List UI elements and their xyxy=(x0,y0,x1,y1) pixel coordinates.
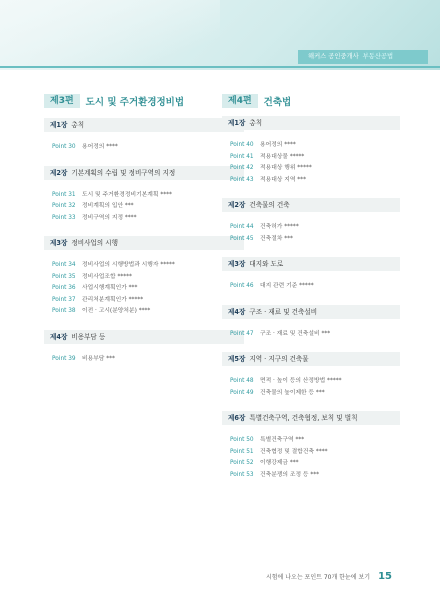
list-item xyxy=(230,447,400,459)
list-item xyxy=(52,272,244,284)
list-item xyxy=(52,190,244,202)
chapter-title: 구조 · 재료 및 건축설비 xyxy=(249,307,318,316)
chapter-number: 제3장 xyxy=(50,239,68,247)
point-text: 용어정의 **** xyxy=(260,142,296,148)
chapter-heading xyxy=(222,116,400,130)
point-label: Point 38 xyxy=(52,308,76,314)
list-item xyxy=(52,213,244,225)
point-text: 정비구역의 지정 **** xyxy=(82,214,137,221)
point-text: 정비사업조합 ***** xyxy=(82,273,132,280)
point-text: 적용대상물 ***** xyxy=(260,153,305,160)
point-label: Point 39 xyxy=(52,355,76,362)
chapter-number: 제4장 xyxy=(228,307,246,316)
chapter-title: 건축물의 건축 xyxy=(249,201,290,209)
point-label: Point 50 xyxy=(230,437,254,443)
chapter-number: 제4장 xyxy=(50,332,68,341)
header-tag xyxy=(298,50,428,64)
point-label: Point 48 xyxy=(230,378,254,384)
list-item xyxy=(230,458,400,470)
list-item xyxy=(230,470,400,482)
part-heading-right xyxy=(222,92,400,110)
point-label: Point 37 xyxy=(52,296,76,303)
list-item xyxy=(230,140,400,152)
point-text: 건축허가 ***** xyxy=(260,224,299,230)
chapter-number: 제1장 xyxy=(228,119,246,127)
chapter-title: 비용부담 등 xyxy=(71,332,106,341)
point-text: 건축물의 높이제한 등 *** xyxy=(260,389,325,396)
chapter-title: 총칙 xyxy=(249,119,263,127)
point-text: 정비계획의 입안 *** xyxy=(82,203,134,209)
chapter-number: 제6장 xyxy=(228,414,246,422)
point-text: 이전 · 고시(분양처분) **** xyxy=(82,308,151,314)
part-heading-left xyxy=(44,92,244,110)
list-item xyxy=(52,283,244,295)
chapter-heading xyxy=(222,305,400,319)
list-item xyxy=(52,260,244,272)
point-list xyxy=(44,260,244,318)
list-item xyxy=(52,306,244,318)
part-title: 도시 및 주거환경정비법 xyxy=(85,97,185,108)
list-item xyxy=(230,281,400,293)
left-column xyxy=(44,92,244,377)
list-item xyxy=(52,201,244,213)
point-label: Point 43 xyxy=(230,176,254,183)
chapter-number: 제5장 xyxy=(228,355,246,363)
list-item xyxy=(230,376,400,388)
chapter-heading xyxy=(44,118,244,132)
point-text: 사업시행계획인가 *** xyxy=(82,285,138,291)
footer-caption: 시험에 나오는 포인트 70개 한눈에 보기 xyxy=(265,574,371,581)
header-divider xyxy=(0,66,440,68)
point-text: 건축협정 및 결합건축 **** xyxy=(260,448,328,455)
point-label: Point 49 xyxy=(230,389,254,396)
point-text: 특별건축구역 *** xyxy=(260,437,305,443)
point-text: 비용부담 *** xyxy=(82,355,115,362)
point-list xyxy=(222,329,400,341)
list-item xyxy=(230,329,400,341)
chapter-title: 특별건축구역, 건축협정, 보칙 및 벌칙 xyxy=(249,414,358,422)
chapter-heading xyxy=(222,411,400,425)
list-item xyxy=(230,234,400,246)
part-badge: 제3편 xyxy=(44,94,80,108)
part-badge: 제4편 xyxy=(222,94,258,108)
chapter-title: 총칙 xyxy=(71,121,85,129)
list-item xyxy=(230,175,400,187)
point-label: Point 51 xyxy=(230,448,254,455)
point-text: 용어정의 **** xyxy=(82,144,118,150)
point-list xyxy=(222,140,400,186)
chapter-title: 기본계획의 수립 및 정비구역의 지정 xyxy=(71,168,176,177)
point-label: Point 41 xyxy=(230,153,254,160)
point-text: 면적 · 높이 등의 산정방법 ***** xyxy=(260,378,342,384)
chapter-heading xyxy=(44,330,244,344)
chapter-heading xyxy=(44,236,244,250)
point-label: Point 34 xyxy=(52,262,76,268)
point-list xyxy=(44,354,244,366)
point-text: 건축절차 *** xyxy=(260,235,293,242)
point-list xyxy=(222,281,400,293)
header-subject: 부동산공법 xyxy=(362,53,394,60)
point-label: Point 53 xyxy=(230,471,254,478)
point-list xyxy=(44,190,244,225)
point-label: Point 44 xyxy=(230,224,254,230)
page-footer xyxy=(266,571,392,582)
point-text: 관리처분계획인가 ***** xyxy=(82,296,144,303)
point-label: Point 36 xyxy=(52,285,76,291)
chapter-number: 제1장 xyxy=(50,121,68,129)
point-label: Point 40 xyxy=(230,142,254,148)
list-item xyxy=(230,435,400,447)
chapter-heading xyxy=(44,166,244,180)
point-label: Point 46 xyxy=(230,283,254,289)
chapter-title: 대지와 도로 xyxy=(249,260,284,268)
right-column xyxy=(222,92,400,493)
point-label: Point 32 xyxy=(52,203,76,209)
chapter-title: 정비사업의 시행 xyxy=(71,239,119,247)
page-number: 15 xyxy=(378,571,392,582)
chapter-title: 지역 · 지구의 건축물 xyxy=(249,355,309,363)
point-text: 대지 관련 기준 ***** xyxy=(260,283,314,289)
point-label: Point 35 xyxy=(52,273,76,280)
part-title: 건축법 xyxy=(263,97,292,108)
point-label: Point 42 xyxy=(230,165,254,171)
point-label: Point 47 xyxy=(230,330,254,337)
point-list xyxy=(222,435,400,481)
chapter-heading xyxy=(222,257,400,271)
list-item xyxy=(52,295,244,307)
point-text: 이행강제금 *** xyxy=(260,460,299,466)
header-brand: 해커스 공인중개사 xyxy=(308,53,359,60)
list-item xyxy=(52,354,244,366)
point-label: Point 31 xyxy=(52,191,76,198)
point-list xyxy=(222,376,400,399)
point-text: 적용대상 지역 *** xyxy=(260,176,306,183)
list-item xyxy=(230,163,400,175)
list-item xyxy=(230,388,400,400)
point-label: Point 30 xyxy=(52,144,76,150)
list-item xyxy=(230,222,400,234)
chapter-number: 제2장 xyxy=(228,201,246,209)
point-text: 건축분쟁의 조정 등 *** xyxy=(260,471,320,478)
point-text: 정비사업의 시행방법과 시행자 ***** xyxy=(82,262,175,268)
list-item xyxy=(230,152,400,164)
point-text: 도시 및 주거환경정비기본계획 **** xyxy=(82,191,172,198)
list-item xyxy=(52,142,244,154)
point-list xyxy=(44,142,244,154)
point-text: 구조 · 재료 및 건축설비 *** xyxy=(260,330,331,337)
point-label: Point 33 xyxy=(52,214,76,221)
chapter-heading xyxy=(222,352,400,366)
point-label: Point 45 xyxy=(230,235,254,242)
chapter-number: 제3장 xyxy=(228,260,246,268)
point-list xyxy=(222,222,400,245)
chapter-heading xyxy=(222,198,400,212)
point-text: 적용대상 행위 ***** xyxy=(260,165,312,171)
point-label: Point 52 xyxy=(230,460,254,466)
chapter-number: 제2장 xyxy=(50,168,68,177)
